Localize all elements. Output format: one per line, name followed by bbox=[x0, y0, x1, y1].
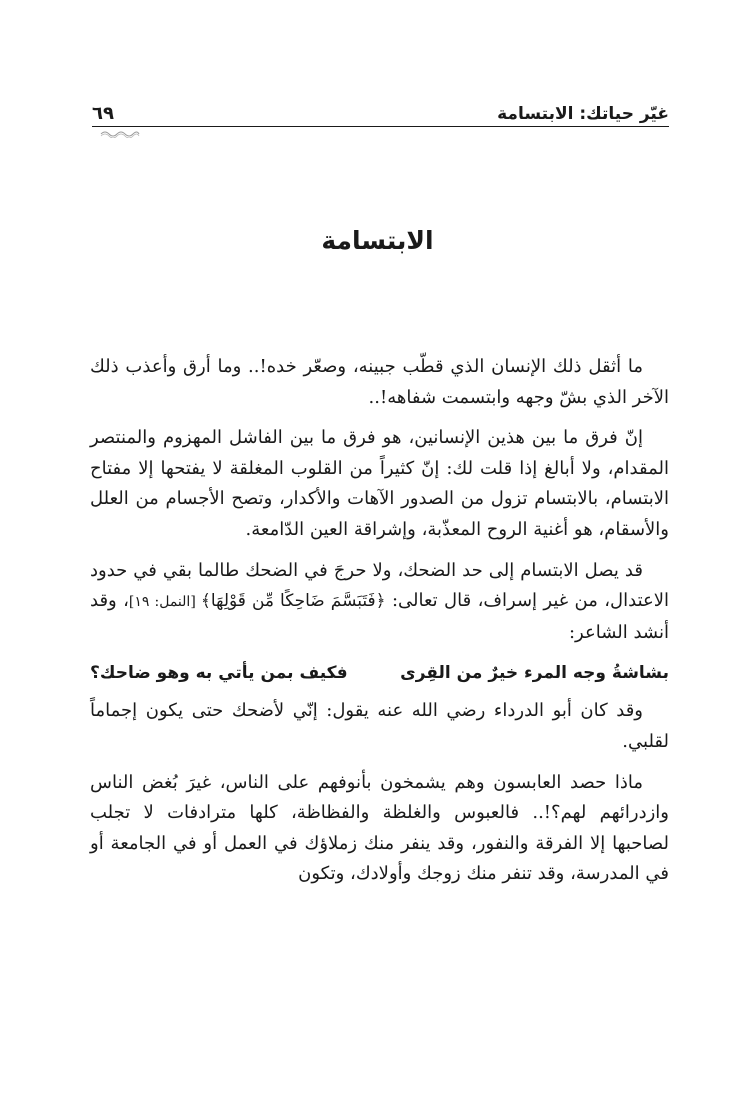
paragraph: ماذا حصد العابسون وهم يشمخون بأنوفهم على الناس، غيرَ بُغض الناس وازدرائهم لهم؟!.. فالعبوس والغلظة والفظاظة، كلها مترادفات لا تجلب لصاحبها إلا الفرقة والنفور، وقد ينفر منك زملاؤك في العمل أو في الجامعة أو في المدرسة، وقد تنفر منك زوجك وأولادك، وتكون bbox=[90, 771, 669, 885]
quote-paragraph bbox=[90, 556, 669, 649]
paragraph: إنّ فرق ما بين هذين الإنسانين، هو فرق ما بين الفاشل المهزوم والمنتصر المقدام، ولا أبالغ إذا قلت لك: إنّ كثيراً من القلوب المغلقة لا يفتحها إلا مفتاح الابتسام، بالابتسام تزول من الصدور الآهات والأكدار، وتصح الأجسام من العلل والأسقام، هو أغنية الروح المعذّبة، وإشراقة العين الدّامعة. bbox=[90, 427, 669, 540]
verse-second-hemistich: فكيف بمن يأتي به وهو ضاحك؟ bbox=[90, 663, 348, 684]
quran-verse: ﴿فَتَبَسَّمَ ضَاحِكًا مِّن قَوْلِهَا﴾ bbox=[200, 591, 386, 612]
poetry-verse bbox=[90, 658, 669, 688]
running-title: غيّر حياتك: الابتسامة bbox=[497, 104, 669, 124]
body-text bbox=[90, 352, 669, 900]
quote-outro: ، وقد أنشد الشاعر: bbox=[90, 590, 669, 643]
verse-first-hemistich: بشاشةُ وجه المرء خيرٌ من القِرى bbox=[400, 663, 669, 684]
paragraph: وقد كان أبو الدرداء رضي الله عنه يقول: إنّي لأضحك حتى يكون إجماماً لقلبي. bbox=[90, 700, 669, 752]
header-rule bbox=[92, 126, 669, 127]
paragraph: ما أثقل ذلك الإنسان الذي قطّب جبينه، وصعّر خده!.. وما أرق وأعذب ذلك الآخر الذي بشّ وجهه وابتسمت شفاهه!.. bbox=[90, 356, 669, 408]
running-head bbox=[92, 94, 669, 124]
chapter-title: الابتسامة bbox=[321, 226, 434, 255]
verse-citation: [النمل: ١٩] bbox=[128, 594, 201, 611]
page-number: ٦٩ bbox=[92, 103, 114, 124]
ornament-icon bbox=[100, 130, 140, 138]
quote-intro: قد يصل الابتسام إلى حد الضحك، ولا حرجَ في الضحك طالما بقي في حدود الاعتدال، من غير إسراف، قال تعالى: bbox=[90, 559, 670, 612]
